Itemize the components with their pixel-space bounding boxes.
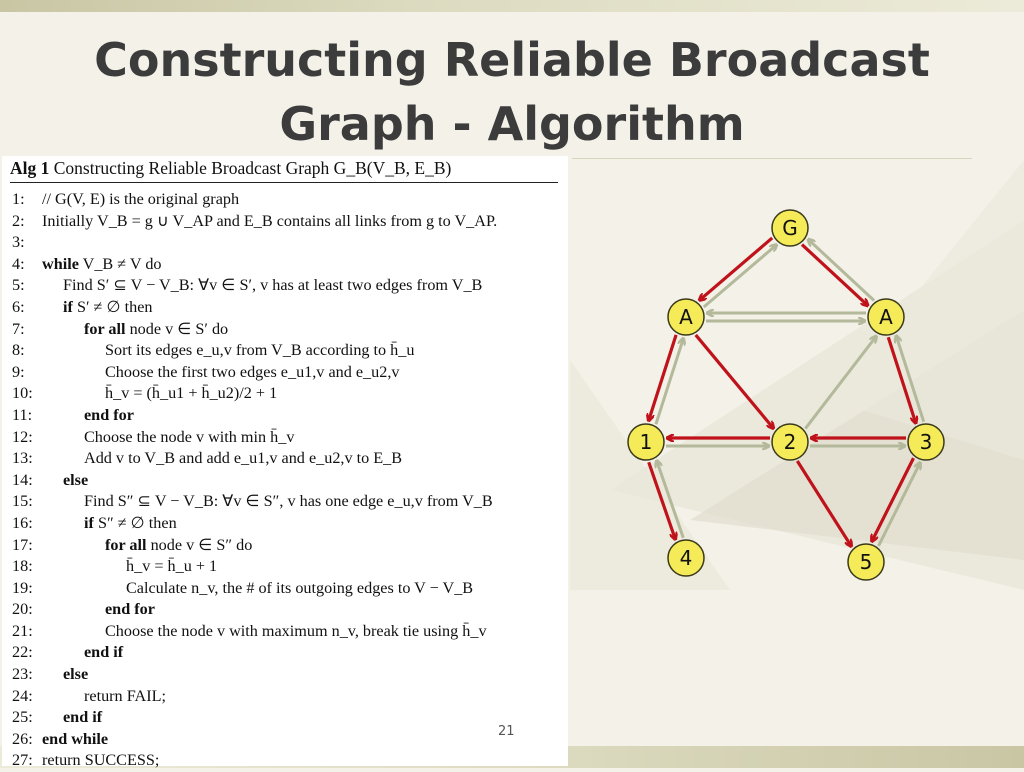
line-code	[105, 340, 414, 362]
line-text: Calculate n_v, the # of its outgoing edges to V − V_B	[126, 578, 474, 597]
line-keyword: while	[42, 254, 79, 273]
line-code	[84, 642, 123, 664]
algorithm-line	[2, 750, 568, 772]
red-edge	[700, 238, 772, 300]
line-number: 24:	[12, 686, 33, 705]
line-number: 19:	[12, 578, 33, 597]
line-code	[42, 729, 108, 751]
algorithm-header	[10, 158, 558, 183]
red-edge	[696, 335, 773, 428]
algorithm-line	[2, 599, 568, 621]
algorithm-line	[2, 707, 568, 729]
line-number: 14:	[12, 470, 33, 489]
line-number: 13:	[12, 449, 33, 468]
line-code	[42, 750, 159, 772]
line-code	[84, 319, 228, 341]
line-code	[126, 556, 217, 578]
line-code	[63, 664, 88, 686]
line-number: 8:	[12, 341, 25, 360]
red-edge	[802, 245, 867, 305]
line-text: h̄_v = (h̄_u1 + h̄_u2)/2 + 1	[105, 384, 278, 403]
algorithm-line	[2, 297, 568, 319]
line-keyword: end if	[84, 643, 124, 662]
gray-edge	[879, 463, 920, 545]
line-text: return SUCCESS;	[42, 751, 160, 770]
line-code	[105, 599, 155, 621]
graph-node	[668, 540, 704, 576]
line-code	[126, 578, 473, 600]
algorithm-line	[2, 232, 568, 254]
line-number: 10:	[12, 384, 33, 403]
line-code	[84, 491, 493, 513]
slide-title-line-1: Constructing Reliable Broadcast	[94, 33, 930, 87]
algorithm-line	[2, 491, 568, 513]
graph-node-label: G	[782, 216, 798, 240]
algorithm-line	[2, 556, 568, 578]
graph-node-label: 1	[639, 430, 653, 454]
line-code	[84, 686, 166, 708]
algorithm-line	[2, 642, 568, 664]
line-number: 20:	[12, 600, 33, 619]
graph-node-label: 2	[783, 430, 797, 454]
line-keyword: if	[84, 513, 94, 532]
line-text: Initially V_B = g ∪ V_AP and E_B contains all links from g to V_AP.	[42, 211, 498, 230]
line-number: 6:	[12, 297, 25, 316]
line-text: Find S″ ⊆ V − V_B: ∀v ∈ S″, v has one edge e_u,v from V_B	[84, 492, 493, 511]
line-code	[105, 362, 399, 384]
line-number: 25:	[12, 708, 33, 727]
algorithm-line	[2, 513, 568, 535]
line-number: 21:	[12, 621, 33, 640]
line-number: 1:	[12, 190, 25, 208]
line-number: 17:	[12, 535, 33, 554]
line-text: Choose the node v with maximum n_v, break tie using h̄_v	[105, 621, 487, 640]
line-number: 15:	[12, 492, 33, 511]
algorithm-line	[2, 664, 568, 686]
line-number: 11:	[12, 405, 33, 424]
line-number: 18:	[12, 557, 33, 576]
line-text: // G(V, E) is the original graph	[42, 190, 240, 208]
line-code	[105, 383, 277, 405]
graph-node-label: 3	[919, 430, 933, 454]
line-text: S′ ≠ ∅ then	[72, 297, 153, 316]
graph-node	[668, 299, 704, 335]
line-text: node v ∈ S″ do	[146, 535, 253, 554]
graph-node	[628, 424, 664, 460]
line-number: 23:	[12, 665, 33, 684]
graph-node	[908, 424, 944, 460]
graph-node	[848, 544, 884, 580]
line-text: V_B ≠ V do	[78, 254, 162, 273]
line-keyword: for all	[84, 319, 126, 338]
line-text: Find S′ ⊆ V − V_B: ∀v ∈ S′, v has at least two edges from V_B	[63, 276, 483, 295]
algorithm-line	[2, 427, 568, 449]
slide-number: 21	[498, 724, 515, 739]
line-text: Choose the first two edges e_u1,v and e_u2,v	[105, 362, 400, 381]
line-text: S″ ≠ ∅ then	[93, 513, 177, 532]
line-text: Choose the node v with min h̄_v	[84, 427, 295, 446]
line-number: 7:	[12, 319, 25, 338]
algorithm-line	[2, 275, 568, 297]
line-number: 5:	[12, 276, 25, 295]
line-keyword: end if	[63, 708, 103, 727]
algorithm-line	[2, 319, 568, 341]
line-text: node v ∈ S′ do	[125, 319, 229, 338]
algorithm-line	[2, 340, 568, 362]
graph-node-label: 4	[679, 546, 693, 570]
broadcast-graph	[600, 190, 980, 610]
algorithm-line	[2, 189, 568, 211]
title-divider	[572, 158, 972, 159]
line-code	[42, 254, 162, 276]
graph-node	[868, 299, 904, 335]
line-code	[84, 427, 294, 449]
algorithm-box	[2, 156, 568, 770]
line-code	[84, 513, 177, 535]
slide-title-line-2: Graph - Algorithm	[279, 97, 745, 151]
line-keyword: else	[63, 470, 89, 489]
algorithm-line	[2, 254, 568, 276]
slide-top-band	[0, 0, 1024, 12]
algorithm-line	[2, 470, 568, 492]
algorithm-line	[2, 405, 568, 427]
graph-node-label: A	[679, 305, 693, 329]
line-code	[105, 535, 252, 557]
graph-node-label: 5	[859, 550, 873, 574]
line-number: 9:	[12, 362, 25, 381]
graph-node-label: A	[879, 305, 893, 329]
algorithm-line	[2, 578, 568, 600]
line-text: h̄_v = h̄_u + 1	[126, 557, 218, 576]
algorithm-line	[2, 729, 568, 751]
algorithm-line	[2, 383, 568, 405]
line-number: 22:	[12, 643, 33, 662]
line-keyword: end for	[84, 405, 134, 424]
line-code	[84, 405, 134, 427]
line-code	[63, 707, 102, 729]
algorithm-line	[2, 686, 568, 708]
graph-node	[772, 424, 808, 460]
algorithm-line	[2, 211, 568, 233]
line-number: 26:	[12, 729, 33, 748]
line-code	[42, 189, 239, 211]
red-edge	[797, 461, 851, 546]
graph-node	[772, 210, 808, 246]
line-code	[63, 275, 482, 297]
algorithm-label: Alg 1	[10, 158, 50, 178]
line-number: 4:	[12, 254, 25, 273]
algorithm-caption: Constructing Reliable Broadcast Graph G_B(V_B, E_B)	[53, 158, 452, 178]
line-keyword: for all	[105, 535, 147, 554]
line-text: Add v to V_B and add e_u1,v and e_u2,v to E_B	[84, 449, 403, 468]
algorithm-lines	[2, 189, 568, 772]
line-keyword: if	[63, 297, 73, 316]
gray-edge	[809, 240, 874, 300]
line-code	[105, 621, 487, 643]
algorithm-line	[2, 448, 568, 470]
line-number: 16:	[12, 513, 33, 532]
line-code	[63, 297, 152, 319]
line-keyword: end for	[105, 600, 155, 619]
line-code	[42, 211, 497, 233]
gray-edge	[704, 245, 776, 307]
line-number: 2:	[12, 211, 25, 230]
algorithm-line	[2, 362, 568, 384]
gray-edge	[805, 337, 875, 429]
line-text: Sort its edges e_u,v from V_B according to h̄_u	[105, 341, 415, 360]
line-number: 27:	[12, 751, 33, 770]
algorithm-line	[2, 535, 568, 557]
line-keyword: end while	[42, 729, 109, 748]
algorithm-line	[2, 621, 568, 643]
line-code	[63, 470, 88, 492]
line-number: 12:	[12, 427, 33, 446]
slide-title	[0, 28, 1024, 156]
line-keyword: else	[63, 665, 89, 684]
red-edge	[872, 458, 913, 540]
line-number: 3:	[12, 233, 25, 252]
line-code	[84, 448, 402, 470]
line-text: return FAIL;	[84, 686, 166, 705]
